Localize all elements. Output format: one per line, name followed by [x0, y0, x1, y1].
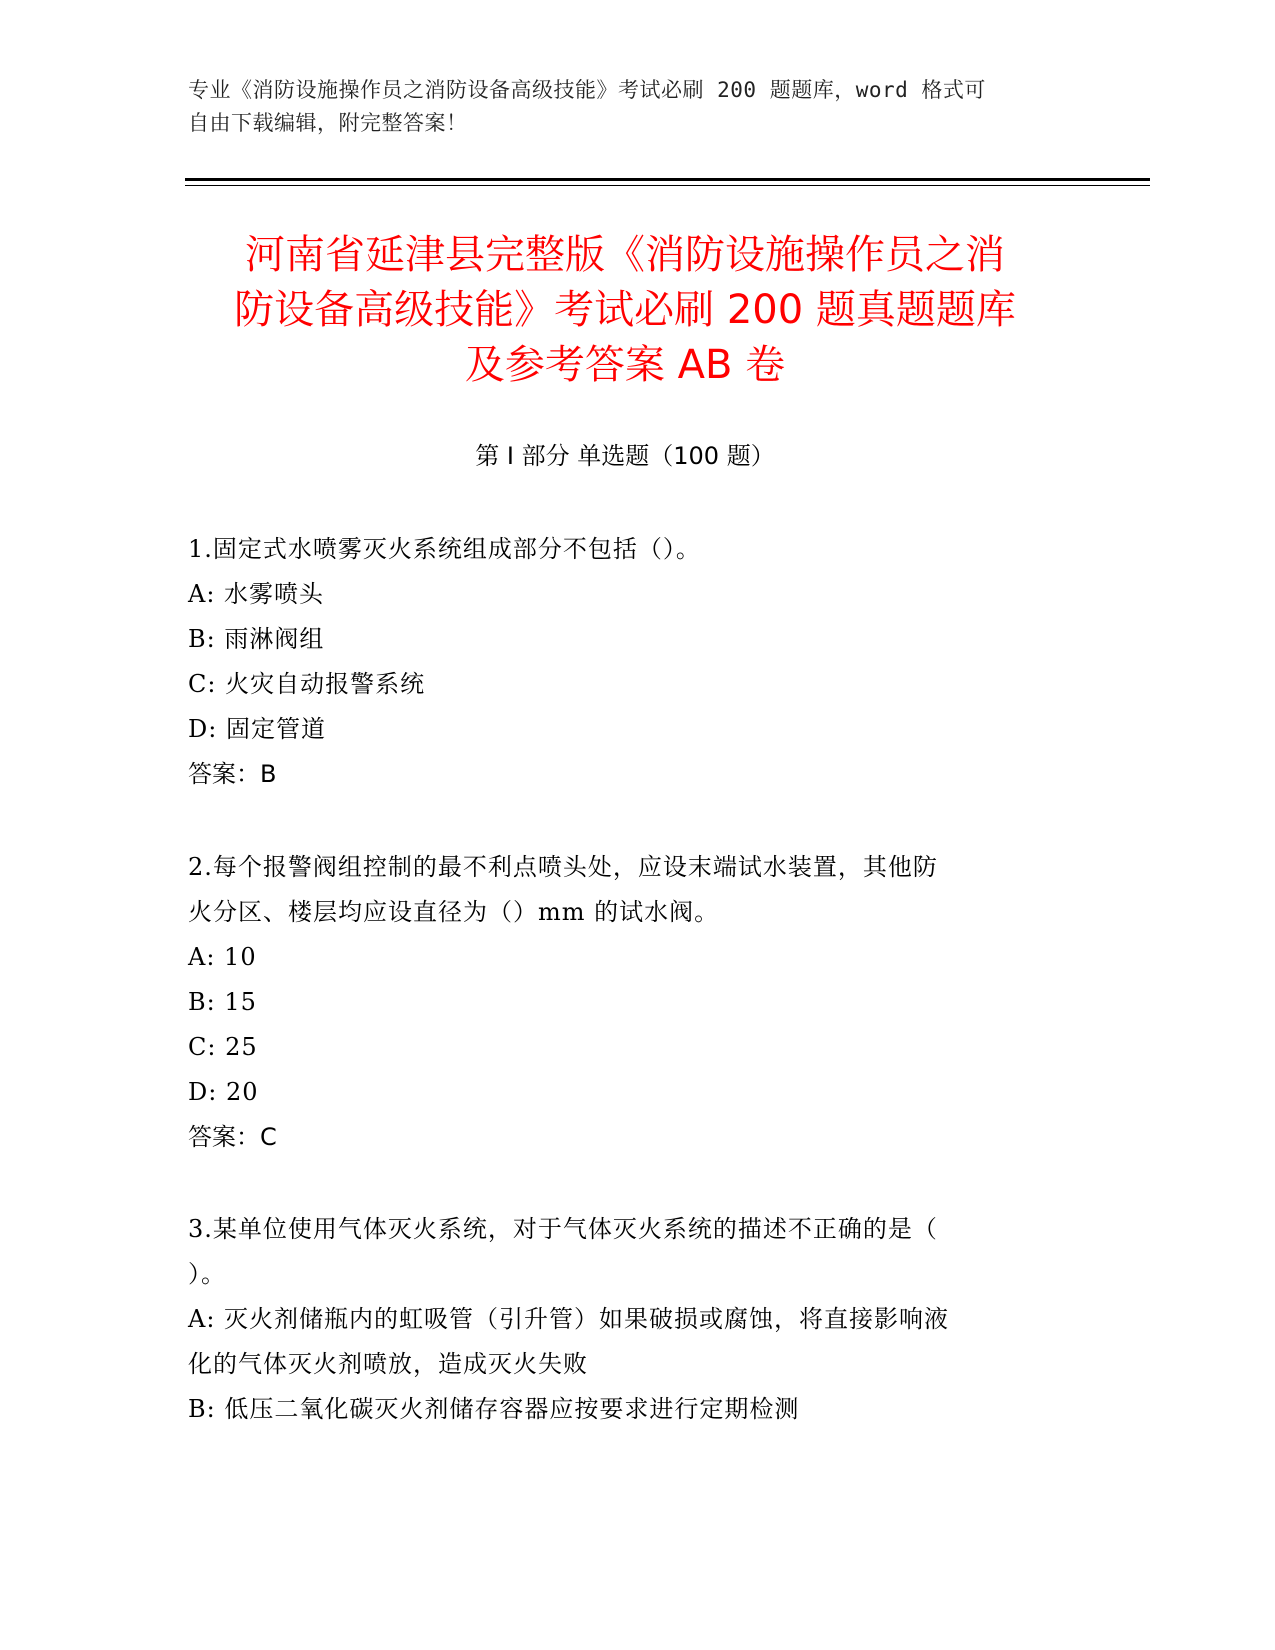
- question-stem: 3.某单位使用气体灭火系统，对于气体灭火系统的描述不正确的是（: [188, 1215, 938, 1243]
- header-divider-thin: [185, 185, 1150, 186]
- header-divider-thick: [185, 178, 1150, 181]
- title-line: 河南省延津县完整版《消防设施操作员之消: [245, 232, 1005, 278]
- question-stem: 2.每个报警阀组控制的最不利点喷头处，应设末端试水装置，其他防: [188, 853, 938, 881]
- question-2: [188, 845, 1078, 1160]
- title-line: 防设备高级技能》考试必刷 200 题真题题库: [234, 287, 1016, 333]
- header-line: 自由下载编辑，附完整答案！: [188, 111, 468, 135]
- question-3: [188, 1207, 1078, 1432]
- header-line: 专业《消防设施操作员之消防设备高级技能》考试必刷 200 题题库，word 格式可: [188, 78, 986, 102]
- option-c: C: 25: [188, 1033, 258, 1061]
- section-heading: 第 I 部分 单选题（100 题）: [475, 442, 775, 470]
- question-stem: 火分区、楼层均应设直径为（）mm 的试水阀。: [188, 898, 720, 926]
- option-b: B: 低压二氧化碳灭火剂储存容器应按要求进行定期检测: [188, 1395, 800, 1423]
- option-c: C: 火灾自动报警系统: [188, 670, 426, 698]
- option-a: A: 灭火剂储瓶内的虹吸管（引升管）如果破损或腐蚀，将直接影响液: [188, 1305, 950, 1333]
- option-b: B: 15: [188, 988, 257, 1016]
- question-1: [188, 527, 1078, 797]
- answer: 答案：B: [188, 760, 277, 788]
- option-a: A: 10: [188, 943, 257, 971]
- option-d: D: 固定管道: [188, 715, 326, 743]
- document-header: [188, 74, 1088, 140]
- option-b: B: 雨淋阀组: [188, 625, 325, 653]
- answer: 答案：C: [188, 1123, 277, 1151]
- title-line: 及参考答案 AB 卷: [464, 342, 786, 388]
- option-d: D: 20: [188, 1078, 259, 1106]
- question-stem: ）。: [188, 1260, 226, 1288]
- document-title: [185, 228, 1065, 393]
- option-a: A: 水雾喷头: [188, 580, 325, 608]
- question-stem: 1.固定式水喷雾灭火系统组成部分不包括（）。: [188, 535, 701, 563]
- option-a-continued: 化的气体灭火剂喷放，造成灭火失败: [188, 1350, 588, 1378]
